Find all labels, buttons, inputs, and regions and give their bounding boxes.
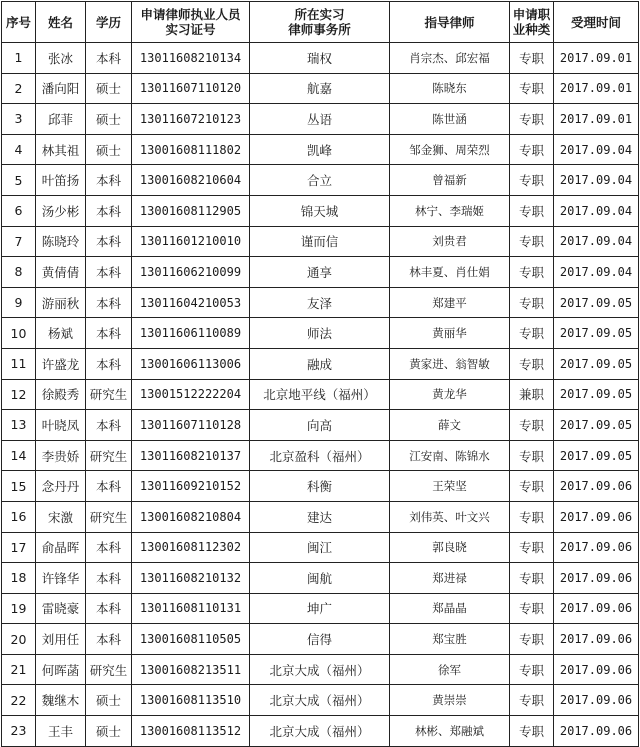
- cell-cert: 13011604210053: [132, 287, 250, 318]
- table-row: [2, 654, 639, 685]
- cell-education: 本科: [86, 318, 132, 349]
- table-row: [2, 563, 639, 594]
- cell-mentor: 王荣坚: [390, 471, 510, 502]
- cell-cert: 13011608210137: [132, 440, 250, 471]
- cell-education: 研究生: [86, 379, 132, 410]
- cell-name: 叶笛扬: [36, 165, 86, 196]
- table-row: [2, 379, 639, 410]
- cell-firm: 谨而信: [250, 226, 390, 257]
- header-firm: [250, 2, 390, 43]
- cell-mentor: 陈世涵: [390, 104, 510, 135]
- cell-type: 专职: [510, 593, 554, 624]
- cell-index: 16: [2, 501, 36, 532]
- cell-type: 专职: [510, 318, 554, 349]
- cell-name: 许盛龙: [36, 348, 86, 379]
- cell-type: 专职: [510, 532, 554, 563]
- cell-date: 2017.09.06: [554, 563, 639, 594]
- cell-cert: 13011609210152: [132, 471, 250, 502]
- cell-education: 硕士: [86, 73, 132, 104]
- header-cert: [132, 2, 250, 43]
- cell-cert: 13001606113006: [132, 348, 250, 379]
- cell-name: 宋激: [36, 501, 86, 532]
- cell-name: 潘向阳: [36, 73, 86, 104]
- cell-name: 念丹丹: [36, 471, 86, 502]
- header-date: 受理时间: [554, 2, 639, 43]
- cell-mentor: 林丰夏、肖仕娟: [390, 257, 510, 288]
- header-name: 姓名: [36, 2, 86, 43]
- cell-firm: 北京大成（福州）: [250, 654, 390, 685]
- cell-index: 13: [2, 410, 36, 441]
- cell-cert: 13001608112905: [132, 195, 250, 226]
- cell-name: 雷晓豪: [36, 593, 86, 624]
- cell-type: 专职: [510, 43, 554, 74]
- cell-firm: 闽航: [250, 563, 390, 594]
- cell-type: 专职: [510, 471, 554, 502]
- cell-firm: 融成: [250, 348, 390, 379]
- cell-index: 15: [2, 471, 36, 502]
- cell-cert: 13001608213511: [132, 654, 250, 685]
- cell-name: 邱菲: [36, 104, 86, 135]
- cell-firm: 锦天城: [250, 195, 390, 226]
- cell-mentor: 陈晓东: [390, 73, 510, 104]
- cell-index: 1: [2, 43, 36, 74]
- cell-name: 许锋华: [36, 563, 86, 594]
- cell-mentor: 郑宝胜: [390, 624, 510, 655]
- cell-mentor: 邹金狮、周荣烈: [390, 134, 510, 165]
- header-cert-line1: 申请律师执业人员: [140, 7, 241, 22]
- cell-firm: 建达: [250, 501, 390, 532]
- cell-cert: 13011601210010: [132, 226, 250, 257]
- cell-date: 2017.09.01: [554, 104, 639, 135]
- cell-date: 2017.09.01: [554, 73, 639, 104]
- cell-firm: 闽江: [250, 532, 390, 563]
- cell-firm: 科衡: [250, 471, 390, 502]
- cell-name: 林其祖: [36, 134, 86, 165]
- cell-education: 本科: [86, 226, 132, 257]
- cell-index: 6: [2, 195, 36, 226]
- cell-mentor: 曾福新: [390, 165, 510, 196]
- cell-index: 12: [2, 379, 36, 410]
- table-row: [2, 318, 639, 349]
- cell-education: 本科: [86, 471, 132, 502]
- cell-cert: 13011606210099: [132, 257, 250, 288]
- cell-name: 徐殿秀: [36, 379, 86, 410]
- cell-type: 专职: [510, 226, 554, 257]
- cell-index: 14: [2, 440, 36, 471]
- cell-type: 专职: [510, 257, 554, 288]
- table-row: [2, 624, 639, 655]
- cell-type: 专职: [510, 73, 554, 104]
- cell-date: 2017.09.06: [554, 593, 639, 624]
- cell-mentor: 黄家进、翁智敏: [390, 348, 510, 379]
- cell-education: 本科: [86, 593, 132, 624]
- cell-date: 2017.09.06: [554, 532, 639, 563]
- cell-mentor: 郑建平: [390, 287, 510, 318]
- header-type-line1: 申请职: [512, 7, 551, 22]
- cell-education: 硕士: [86, 134, 132, 165]
- header-education: 学历: [86, 2, 132, 43]
- cell-firm: 北京大成（福州）: [250, 685, 390, 716]
- cell-index: 9: [2, 287, 36, 318]
- cell-name: 俞晶晖: [36, 532, 86, 563]
- cell-index: 8: [2, 257, 36, 288]
- cell-cert: 13011606110089: [132, 318, 250, 349]
- cell-mentor: 刘伟英、叶文兴: [390, 501, 510, 532]
- table-row: [2, 195, 639, 226]
- cell-mentor: 黄丽华: [390, 318, 510, 349]
- table-row: [2, 257, 639, 288]
- table-row: [2, 165, 639, 196]
- cell-date: 2017.09.05: [554, 348, 639, 379]
- table-row: [2, 471, 639, 502]
- cell-type: 专职: [510, 348, 554, 379]
- table-row: [2, 501, 639, 532]
- cell-mentor: 薛文: [390, 410, 510, 441]
- cell-date: 2017.09.04: [554, 226, 639, 257]
- cell-firm: 师法: [250, 318, 390, 349]
- cell-mentor: 刘贵君: [390, 226, 510, 257]
- cell-firm: 航嘉: [250, 73, 390, 104]
- cell-name: 王丰: [36, 716, 86, 747]
- cell-name: 陈晓玲: [36, 226, 86, 257]
- cell-education: 本科: [86, 43, 132, 74]
- header-type: [510, 2, 554, 43]
- cell-mentor: 林彬、郑融斌: [390, 716, 510, 747]
- cell-name: 叶晓凤: [36, 410, 86, 441]
- cell-education: 本科: [86, 257, 132, 288]
- cell-cert: 13011608110131: [132, 593, 250, 624]
- table-row: [2, 685, 639, 716]
- cell-date: 2017.09.04: [554, 257, 639, 288]
- cell-mentor: 江安南、陈锦水: [390, 440, 510, 471]
- cell-mentor: 林宁、李瑞姬: [390, 195, 510, 226]
- cell-education: 硕士: [86, 104, 132, 135]
- header-row: [2, 2, 639, 43]
- table-row: [2, 348, 639, 379]
- cell-education: 本科: [86, 165, 132, 196]
- table-body: [2, 43, 639, 747]
- cell-firm: 北京大成（福州）: [250, 716, 390, 747]
- cell-cert: 13011607110120: [132, 73, 250, 104]
- cell-education: 硕士: [86, 716, 132, 747]
- cell-index: 21: [2, 654, 36, 685]
- table-row: [2, 410, 639, 441]
- cell-type: 专职: [510, 501, 554, 532]
- table-row: [2, 134, 639, 165]
- table-row: [2, 532, 639, 563]
- cell-firm: 坤广: [250, 593, 390, 624]
- cell-date: 2017.09.01: [554, 43, 639, 74]
- cell-firm: 丛语: [250, 104, 390, 135]
- cell-cert: 13001608110505: [132, 624, 250, 655]
- table-row: [2, 287, 639, 318]
- cell-index: 4: [2, 134, 36, 165]
- cell-mentor: 郑晶晶: [390, 593, 510, 624]
- cell-date: 2017.09.05: [554, 410, 639, 441]
- cell-type: 专职: [510, 654, 554, 685]
- cell-type: 专职: [510, 440, 554, 471]
- cell-date: 2017.09.06: [554, 654, 639, 685]
- cell-firm: 友泽: [250, 287, 390, 318]
- cell-firm: 北京盈科（福州）: [250, 440, 390, 471]
- cell-name: 游丽秋: [36, 287, 86, 318]
- cell-name: 魏继木: [36, 685, 86, 716]
- cell-education: 本科: [86, 195, 132, 226]
- cell-education: 研究生: [86, 440, 132, 471]
- cell-mentor: 黄龙华: [390, 379, 510, 410]
- cell-cert: 13011607110128: [132, 410, 250, 441]
- cell-mentor: 肖宗杰、邱宏福: [390, 43, 510, 74]
- table-row: [2, 440, 639, 471]
- cell-cert: 13001608113512: [132, 716, 250, 747]
- cell-date: 2017.09.06: [554, 685, 639, 716]
- cell-date: 2017.09.04: [554, 134, 639, 165]
- cell-name: 黄倩倩: [36, 257, 86, 288]
- cell-type: 专职: [510, 195, 554, 226]
- cell-date: 2017.09.05: [554, 379, 639, 410]
- cell-type: 专职: [510, 410, 554, 441]
- cell-cert: 13001608113510: [132, 685, 250, 716]
- cell-type: 专职: [510, 563, 554, 594]
- table-row: [2, 593, 639, 624]
- cell-cert: 13001608111802: [132, 134, 250, 165]
- cell-name: 李贵娇: [36, 440, 86, 471]
- table-row: [2, 716, 639, 747]
- cell-date: 2017.09.05: [554, 287, 639, 318]
- cell-date: 2017.09.04: [554, 195, 639, 226]
- cell-index: 7: [2, 226, 36, 257]
- table-row: [2, 73, 639, 104]
- cell-cert: 13001608210604: [132, 165, 250, 196]
- table-row: [2, 226, 639, 257]
- cell-index: 23: [2, 716, 36, 747]
- cell-index: 22: [2, 685, 36, 716]
- cell-cert: 13001608112302: [132, 532, 250, 563]
- cell-firm: 瑞权: [250, 43, 390, 74]
- cell-index: 17: [2, 532, 36, 563]
- cell-firm: 信得: [250, 624, 390, 655]
- cell-firm: 凯峰: [250, 134, 390, 165]
- cell-date: 2017.09.06: [554, 716, 639, 747]
- table-row: [2, 104, 639, 135]
- lawyer-application-table: [1, 1, 639, 747]
- header-firm-line2: 律师事务所: [288, 22, 351, 37]
- cell-index: 20: [2, 624, 36, 655]
- cell-type: 专职: [510, 624, 554, 655]
- cell-education: 硕士: [86, 685, 132, 716]
- cell-education: 本科: [86, 410, 132, 441]
- cell-type: 专职: [510, 165, 554, 196]
- cell-cert: 13011608210132: [132, 563, 250, 594]
- cell-cert: 13011607210123: [132, 104, 250, 135]
- cell-firm: 向高: [250, 410, 390, 441]
- cell-cert: 13011608210134: [132, 43, 250, 74]
- cell-date: 2017.09.05: [554, 318, 639, 349]
- cell-cert: 13001608210804: [132, 501, 250, 532]
- cell-education: 本科: [86, 532, 132, 563]
- cell-mentor: 徐军: [390, 654, 510, 685]
- cell-type: 专职: [510, 287, 554, 318]
- cell-index: 5: [2, 165, 36, 196]
- cell-firm: 合立: [250, 165, 390, 196]
- cell-cert: 13001512222204: [132, 379, 250, 410]
- cell-mentor: 黄崇崇: [390, 685, 510, 716]
- cell-type: 兼职: [510, 379, 554, 410]
- cell-date: 2017.09.06: [554, 624, 639, 655]
- cell-name: 刘用任: [36, 624, 86, 655]
- cell-firm: 北京地平线（福州）: [250, 379, 390, 410]
- header-cert-line2: 实习证号: [165, 22, 216, 37]
- cell-index: 11: [2, 348, 36, 379]
- cell-date: 2017.09.06: [554, 471, 639, 502]
- cell-type: 专职: [510, 716, 554, 747]
- header-type-line2: 业种类: [512, 22, 551, 37]
- cell-date: 2017.09.06: [554, 501, 639, 532]
- cell-education: 研究生: [86, 501, 132, 532]
- cell-index: 19: [2, 593, 36, 624]
- cell-date: 2017.09.04: [554, 165, 639, 196]
- cell-firm: 通享: [250, 257, 390, 288]
- cell-education: 本科: [86, 563, 132, 594]
- cell-education: 本科: [86, 624, 132, 655]
- cell-index: 10: [2, 318, 36, 349]
- cell-type: 专职: [510, 104, 554, 135]
- cell-education: 本科: [86, 287, 132, 318]
- cell-type: 专职: [510, 685, 554, 716]
- header-firm-line1: 所在实习: [294, 7, 345, 22]
- cell-name: 杨斌: [36, 318, 86, 349]
- cell-type: 专职: [510, 134, 554, 165]
- cell-index: 3: [2, 104, 36, 135]
- cell-name: 汤少彬: [36, 195, 86, 226]
- cell-mentor: 郑进禄: [390, 563, 510, 594]
- cell-name: 张冰: [36, 43, 86, 74]
- cell-date: 2017.09.05: [554, 440, 639, 471]
- cell-index: 18: [2, 563, 36, 594]
- cell-name: 何晖菡: [36, 654, 86, 685]
- table-row: [2, 43, 639, 74]
- header-mentor: 指导律师: [390, 2, 510, 43]
- cell-education: 研究生: [86, 654, 132, 685]
- cell-education: 本科: [86, 348, 132, 379]
- header-index: 序号: [2, 2, 36, 43]
- cell-index: 2: [2, 73, 36, 104]
- cell-mentor: 郭良晓: [390, 532, 510, 563]
